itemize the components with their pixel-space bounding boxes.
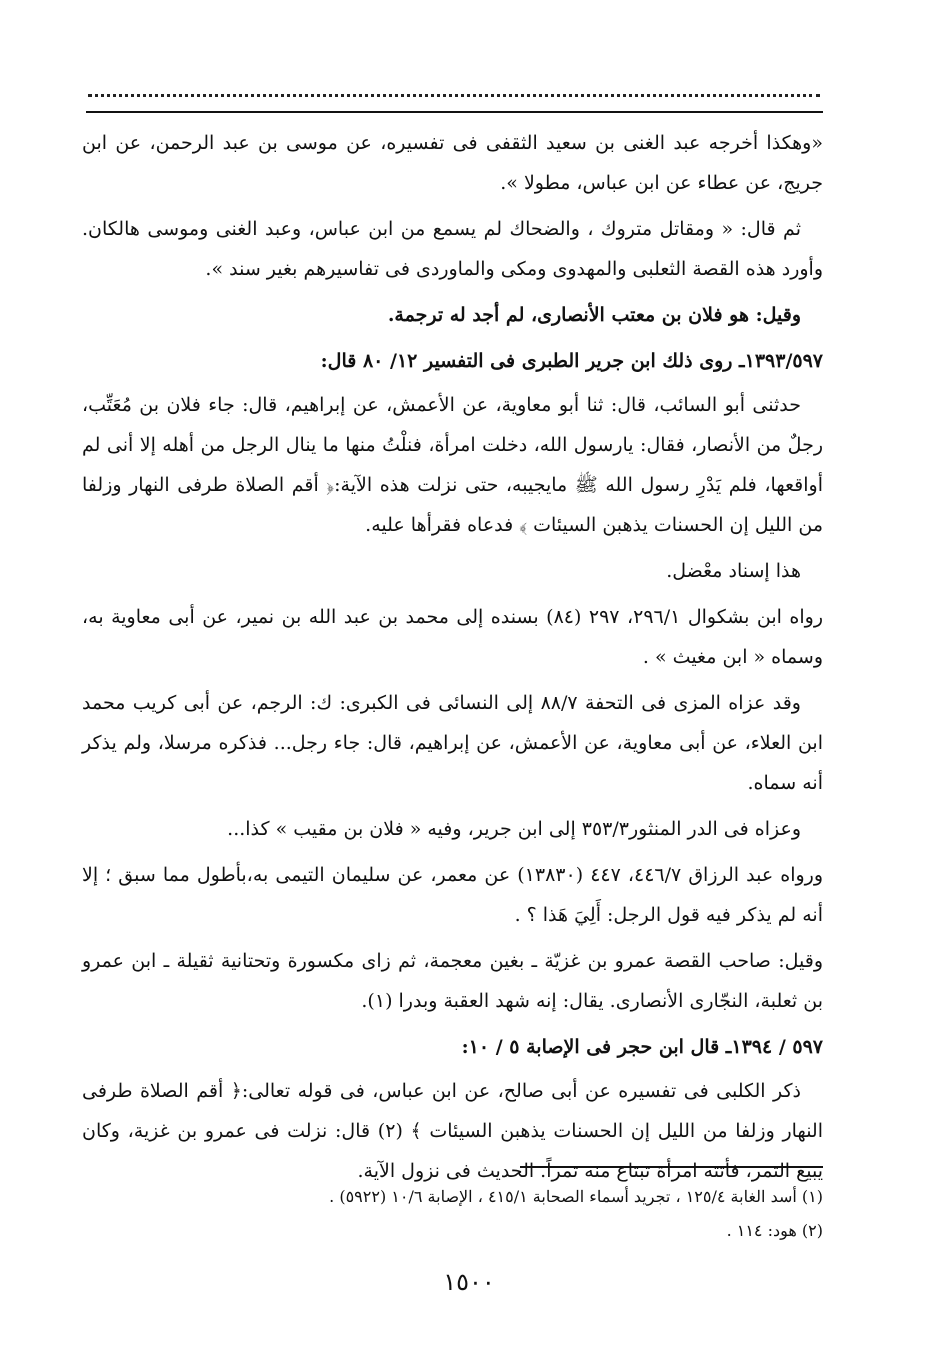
- paragraph-kalbi: ذكر الكلبى فى تفسيره عن أبى صالح، عن ابن عباس، فى قوله تعالى:﴿ أقم الصلاة طرفى النهار وزلفا من الليل إن الحسنات يذهبن السيئات ﴾ (٢) قال: نزلت فى عمرو بن غزية، وكان يبيع التمر، فأتته امرأة تبتاع منه تمراً. الحديث فى نزول الآية.: [82, 1080, 823, 1182]
- paragraph-mizzi: وقد عزاه المزى فى التحفة ٨٨/٧ إلى النسائى فى الكبرى: ك: الرجم، عن أبى كريب محمد ابن العلاء، عن أبى معاوية، عن الأعمش، عن إبراهيم، قال: جاء رجل... فذكره مرسلا، ولم يذكر أنه سماه.: [82, 692, 823, 794]
- paragraph-durr-manthur: وعزاه فى الدر المنثور٣٥٣/٣ إلى ابن جرير، وفيه « فلان بن مقيب » كذا...: [227, 818, 801, 840]
- paragraph-quote-continuation: «وهكذا أخرجه عبد الغنى بن سعيد الثقفى فى تفسيره، عن موسى بن عبد الرحمن، عن ابن جريج، عن عطاء عن ابن عباس، مطولا ».: [82, 132, 823, 194]
- paragraph-isnad-note: هذا إسناد معْضل.: [666, 560, 801, 582]
- dotted-header-line: [88, 80, 820, 97]
- paragraph-abd-al-razzaq: ورواه عبد الرزاق ٤٤٦/٧، ٤٤٧ (١٣٨٣٠) عن معمر، عن سليمان التيمى به،بأطول مما سبق ؛ إلا أنه لم يذكر فيه قول الرجل: أَلِيَ هَذا ؟ .: [82, 864, 823, 926]
- paragraph-qil-2: وقيل: صاحب القصة عمرو بن غزيّة ـ بغين معجمة، ثم زاى مكسورة وتحتانية ثقيلة ـ ابن عمرو بن ثعلبة، النجّارى الأنصارى. يقال: إنه شهد العقبة وبدرا (١).: [82, 950, 823, 1012]
- page-number: ١٥٠٠: [443, 1268, 495, 1296]
- footnote-2: (٢) هود: ١١٤ .: [726, 1221, 823, 1240]
- paragraph-bashkuwal: رواه ابن بشكوال ٢٩٦/١، ٢٩٧ (٨٤) بسنده إلى محمد بن عبد الله بن نمير، عن أبى معاوية به، وسماه « ابن مغيث » .: [82, 606, 823, 668]
- footnote-1: (١) أسد الغابة ١٢٥/٤ ، تجريد أسماء الصحابة ٤١٥/١ ، الإصابة ١٠/٦ (٥٩٢٢) .: [329, 1187, 823, 1206]
- footnote-rule: [520, 1166, 823, 1168]
- paragraph-qil-1: وقيل: هو فلان بن معتب الأنصارى، لم أجد له ترجمة.: [387, 304, 801, 326]
- main-text: [82, 123, 823, 1197]
- header-rule: [86, 111, 823, 113]
- entry-heading-1393: ١٣٩٣/٥٩٧ـ روى ذلك ابن جرير الطبرى فى التفسير ١٢/ ٨٠ قال:: [320, 350, 823, 372]
- paragraph-hadith-text: حدثنى أبو السائب، قال: ثنا أبو معاوية، عن الأعمش، عن إبراهيم، قال: جاء فلان بن مُعَتِّب، رجلٌ من الأنصار، فقال: يارسول الله، دخلت امرأة، فنلْتُ منها ما ينال الرجل من أهله إلا أنى لم أواقعها، فلم يَدْرِ رسول الله ﷺ مايجيبه، حتى نزلت هذه الآية:﴿ أقم الصلاة طرفى النهار وزلفا من الليل إن الحسنات يذهبن السيئات ﴾ فدعاه فقرأها عليه.: [82, 394, 823, 536]
- entry-heading-1394: ٥٩٧ / ١٣٩٤ـ قال ابن حجر فى الإصابة ٥ / ١٠:: [461, 1036, 823, 1058]
- footnotes: [82, 1180, 823, 1248]
- paragraph-critique: ثم قال: « ومقاتل متروك ، والضحاك لم يسمع من ابن عباس، وعبد الغنى وموسى هالكان. وأورد هذه القصة الثعلبى والمهدوى ومكى والماوردى فى تفاسيرهم بغير سند ».: [82, 218, 823, 280]
